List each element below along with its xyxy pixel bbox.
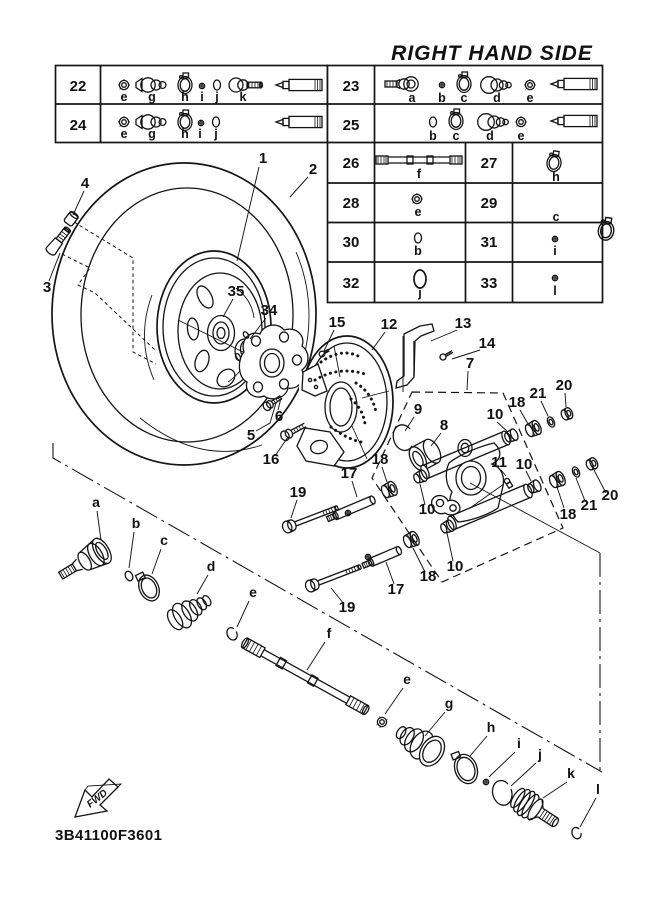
kit24-letter: i [198, 127, 202, 141]
callout-l[interactable]: l [596, 781, 600, 797]
seal-18-bottom [401, 530, 421, 550]
ring-b [124, 570, 135, 582]
part30-letter: b [414, 244, 422, 258]
kit25-letter: d [486, 129, 494, 143]
kit24-letter: g [148, 127, 156, 141]
wheel-bearing [208, 316, 235, 351]
nut-20-top [560, 406, 575, 421]
callout-15[interactable]: 15 [328, 314, 346, 331]
callout-9[interactable]: 9 [413, 401, 423, 418]
callout-4[interactable]: 4 [80, 175, 90, 192]
callout-a[interactable]: a [92, 494, 100, 510]
boot-clamp-c [133, 569, 163, 605]
callout-e2[interactable]: e [403, 671, 411, 687]
callout-16[interactable]: 16 [262, 451, 280, 468]
table-ref-23[interactable]: 23 [342, 78, 360, 95]
fwd-label: FWD [85, 787, 110, 811]
kit24-letter: e [120, 127, 128, 141]
table-ref-27[interactable]: 27 [480, 155, 498, 172]
callout-17a[interactable]: 17 [340, 465, 358, 482]
callout-5[interactable]: 5 [246, 427, 256, 444]
callout-10c[interactable]: 10 [418, 501, 436, 518]
cv-boot-d [163, 587, 217, 634]
callout-letters [92, 494, 600, 797]
cv-joint-inner [54, 535, 116, 587]
callout-18c[interactable]: 18 [371, 451, 389, 468]
cv-boot-g [389, 717, 449, 771]
callout-6[interactable]: 6 [274, 408, 284, 425]
part31-letter: i [553, 244, 557, 258]
kit22-letter: k [239, 90, 247, 104]
axle-shaft [240, 637, 370, 716]
callout-1[interactable]: 1 [258, 150, 268, 167]
callout-j[interactable]: j [538, 746, 542, 762]
valve-align-dashes [74, 222, 156, 364]
kit23-letter: c [460, 91, 468, 105]
table-ref-26[interactable]: 26 [342, 155, 360, 172]
callout-12[interactable]: 12 [380, 316, 398, 333]
washer-21-top [546, 416, 556, 428]
pivot-bolt-19-lower [304, 561, 363, 593]
ring-e-outer [374, 714, 389, 729]
kit22-letter: e [120, 90, 128, 104]
seal-18-right [547, 470, 567, 490]
reference-table-right [328, 66, 616, 303]
callout-21b[interactable]: 21 [580, 497, 598, 514]
callout-35[interactable]: 35 [227, 283, 245, 300]
kit22-letter: g [148, 90, 156, 104]
boot-clamp-h [449, 747, 481, 786]
callout-19b[interactable]: 19 [338, 599, 356, 616]
callout-2[interactable]: 2 [308, 161, 318, 178]
callout-10a[interactable]: 10 [486, 406, 504, 423]
table-ref-25[interactable]: 25 [342, 117, 360, 134]
kit23-letter: e [526, 91, 534, 105]
callout-3[interactable]: 3 [42, 279, 52, 296]
clip-e-left [224, 626, 239, 643]
valve-align-dashes2 [62, 254, 155, 350]
part29-letter: c [552, 210, 560, 224]
callout-18b[interactable]: 18 [559, 506, 577, 523]
table-ref-22[interactable]: 22 [69, 78, 87, 95]
nut-20-right [585, 456, 600, 471]
callout-e1[interactable]: e [249, 584, 257, 600]
callout-11[interactable]: 11 [491, 454, 507, 471]
part27-letter: h [552, 170, 560, 184]
rim-barrel-arc2 [144, 295, 154, 380]
kit25-letter: b [429, 129, 437, 143]
callout-13[interactable]: 13 [454, 315, 472, 332]
kit23-letter: b [438, 91, 446, 105]
clip-l [572, 827, 581, 838]
pivot-shaft-17-upper [326, 495, 376, 523]
mount-bracket [396, 324, 434, 392]
kit24-letter: j [214, 127, 218, 141]
kit24-letter: h [181, 127, 189, 141]
callout-8[interactable]: 8 [439, 417, 449, 434]
part32-letter: j [418, 286, 422, 300]
callout-14[interactable]: 14 [478, 335, 496, 352]
bracket-screw [439, 349, 454, 361]
callout-7[interactable]: 7 [465, 355, 475, 372]
wheel-hub [234, 325, 308, 399]
washer-small-lower [365, 554, 370, 559]
part28-letter: e [414, 205, 422, 219]
reference-table-left [56, 66, 328, 143]
part33-letter: l [553, 284, 557, 298]
kit25-letter: e [517, 129, 525, 143]
callout-20b[interactable]: 20 [601, 487, 619, 504]
kit22-letter: j [215, 90, 219, 104]
callout-21a[interactable]: 21 [529, 385, 547, 402]
kit25-letter: c [452, 129, 460, 143]
callout-k[interactable]: k [567, 765, 575, 781]
diagram-code: 3B41100F3601 [55, 827, 163, 844]
table-ref-32[interactable]: 32 [342, 275, 360, 292]
group-boundary-diagonal [53, 443, 602, 772]
kit22-letter: h [181, 90, 189, 104]
kit22-letter: i [200, 90, 204, 104]
snap-ring [393, 425, 412, 451]
kit23-letter: a [408, 91, 416, 105]
callout-20a[interactable]: 20 [555, 377, 573, 394]
table-ref-33[interactable]: 33 [480, 275, 498, 292]
callout-d[interactable]: d [206, 558, 216, 574]
seal-18-left [379, 480, 399, 500]
page-title: RIGHT HAND SIDE [391, 42, 593, 65]
washer-21-right [571, 466, 581, 478]
callout-i[interactable]: i [517, 735, 521, 751]
cv-joint-outer [506, 784, 564, 836]
circlip-j [493, 781, 512, 806]
fwd-arrow [75, 779, 121, 817]
callout-17b[interactable]: 17 [387, 581, 405, 598]
ring-i [483, 779, 488, 784]
table-ref-31[interactable]: 31 [480, 234, 498, 251]
callout-c[interactable]: c [160, 532, 168, 548]
table-ref-24[interactable]: 24 [69, 117, 87, 134]
callout-f[interactable]: f [326, 625, 332, 641]
part26-letter: f [416, 167, 422, 181]
callout-19a[interactable]: 19 [289, 484, 307, 501]
callout-b[interactable]: b [131, 515, 141, 531]
callout-10b[interactable]: 10 [515, 456, 533, 473]
callout-18d[interactable]: 18 [419, 568, 437, 585]
callout-34[interactable]: 34 [260, 302, 278, 319]
callout-g[interactable]: g [444, 695, 454, 711]
callout-18a[interactable]: 18 [508, 394, 526, 411]
group-boundary-link [470, 483, 600, 553]
kit23-letter: d [493, 91, 501, 105]
table-ref-30[interactable]: 30 [342, 234, 360, 251]
table-ref-29[interactable]: 29 [480, 195, 498, 212]
grease-nipple [503, 477, 513, 488]
table-ref-28[interactable]: 28 [342, 195, 360, 212]
callout-h[interactable]: h [486, 719, 496, 735]
callout-10d[interactable]: 10 [446, 558, 464, 575]
